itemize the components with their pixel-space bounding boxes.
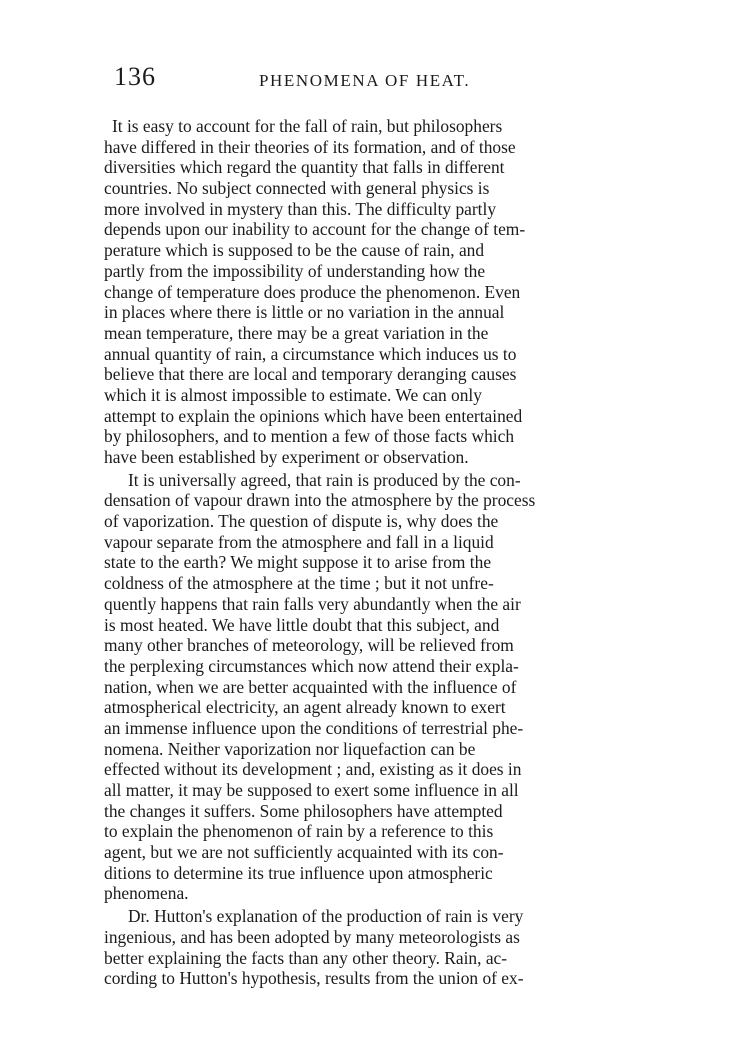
text-line: atmospherical electricity, an agent already known to exert <box>104 697 506 718</box>
body-text <box>104 116 640 989</box>
text-line: annual quantity of rain, a circumstance which induces us to <box>104 343 517 364</box>
text-line: to explain the phenomenon of rain by a reference to this <box>104 821 494 842</box>
text-line: mean temperature, there may be a great variation in the <box>104 322 489 343</box>
text-line: have been established by experiment or observation. <box>104 447 469 467</box>
text-line: effected without its development ; and, existing as it does in <box>104 759 522 780</box>
text-line: believe that there are local and temporary deranging causes <box>104 364 517 385</box>
page-header <box>114 62 644 98</box>
text-line: It is universally agreed, that rain is produced by the con- <box>128 469 521 490</box>
text-line: state to the earth? We might suppose it to arise from the <box>104 552 492 573</box>
text-line: perature which is supposed to be the cause of rain, and <box>104 240 485 261</box>
text-line: cording to Hutton's hypothesis, results from the union of ex- <box>104 968 524 989</box>
text-line: diversities which regard the quantity that falls in different <box>104 157 505 178</box>
text-line: which it is almost impossible to estimate. We can only <box>104 384 482 405</box>
text-line: of vaporization. The question of dispute is, why does the <box>104 511 499 532</box>
text-line: ingenious, and has been adopted by many meteorologists as <box>104 926 520 947</box>
text-line: depends upon our inability to account for the change of tem- <box>104 219 526 240</box>
text-line: many other branches of meteorology, will be relieved from <box>104 635 514 656</box>
text-line: nation, when we are better acquainted with the influence of <box>104 676 517 697</box>
paragraph <box>104 470 640 904</box>
text-line: all matter, it may be supposed to exert some influence in all <box>104 780 519 800</box>
paragraph <box>104 906 640 989</box>
text-line: ditions to determine its true influence upon atmospheric <box>104 862 493 883</box>
text-line: more involved in mystery than this. The difficulty partly <box>104 198 497 219</box>
text-line: an immense influence upon the conditions of terrestrial phe- <box>104 717 524 738</box>
text-line: the perplexing circumstances which now attend their expla- <box>104 655 519 676</box>
text-line: better explaining the facts than any other theory. Rain, ac- <box>104 947 508 968</box>
text-line: quently happens that rain falls very abundantly when the air <box>104 593 521 614</box>
text-line: partly from the impossibility of understanding how the <box>104 260 486 281</box>
text-line: the changes it suffers. Some philosophers have attempted <box>104 800 503 821</box>
text-line: vapour separate from the atmosphere and fall in a liquid <box>104 531 494 552</box>
text-line: It is easy to account for the fall of rain, but philosophers <box>112 116 503 136</box>
text-line: coldness of the atmosphere at the time ; but it not unfre- <box>104 573 494 594</box>
text-line: densation of vapour drawn into the atmosphere by the process <box>104 490 536 511</box>
paragraph <box>104 116 640 468</box>
text-line: is most heated. We have little doubt that this subject, and <box>104 614 500 635</box>
text-line: agent, but we are not sufficiently acquainted with its con- <box>104 842 504 863</box>
text-line: nomena. Neither vaporization nor liquefaction can be <box>104 738 476 759</box>
text-line: countries. No subject connected with general physics is <box>104 178 490 199</box>
text-line: attempt to explain the opinions which have been entertained <box>104 405 523 426</box>
text-line: change of temperature does produce the phenomenon. Even <box>104 281 521 302</box>
text-line: phenomena. <box>104 883 189 904</box>
text-line: have differed in their theories of its formation, and of those <box>104 136 516 157</box>
text-line: Dr. Hutton's explanation of the production of rain is very <box>128 906 524 927</box>
text-line: by philosophers, and to mention a few of those facts which <box>104 426 515 447</box>
running-title: PHENOMENA OF HEAT. <box>259 71 471 90</box>
page-number: 136 <box>114 62 156 91</box>
text-line: in places where there is little or no variation in the annual <box>104 302 505 323</box>
